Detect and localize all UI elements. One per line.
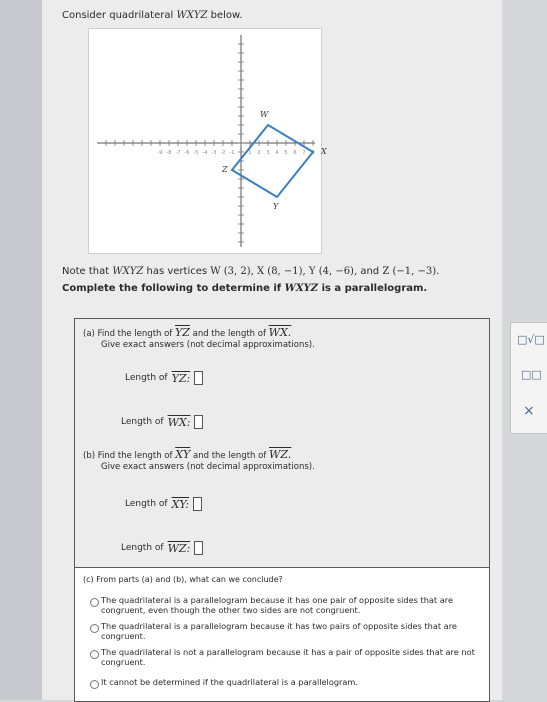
coordinate-graph <box>88 28 327 254</box>
x-tick-label: 6 <box>293 150 297 156</box>
x-tick-label: -7 <box>175 150 181 156</box>
option-3[interactable]: The quadrilateral is not a parallelogram because it has a pair of opposite sides that are not congruent. <box>101 648 481 667</box>
x-tick-label: 1 <box>248 150 252 156</box>
clear-tool-button[interactable]: × <box>523 403 535 419</box>
wx-length-input[interactable] <box>194 415 203 429</box>
x-tick-label: -5 <box>193 150 199 156</box>
part-b-panel <box>74 443 490 568</box>
option-2-radio[interactable] <box>90 624 99 633</box>
part-a-question: (a) Find the length of $\overline{YZ}$ and the length of WX. Give exact answers (not decimal approximations). <box>83 326 315 350</box>
x-tick-label: 2 <box>257 150 261 156</box>
sqrt-tool-button[interactable]: □√□ <box>517 333 545 346</box>
problem-page <box>42 0 502 700</box>
part-b-question: (b) Find the length of $\overline{XY}$ and the length of WZ. Give exact answers (not decimal approximations). <box>83 448 315 472</box>
vertex-label-w: W <box>260 110 269 119</box>
option-4-radio[interactable] <box>90 680 99 689</box>
intro-text: Consider quadrilateral WXYZ below. <box>62 10 243 21</box>
option-3-radio[interactable] <box>90 650 99 659</box>
yz-length-row: Length of YZ: <box>125 371 203 385</box>
x-tick-label: 5 <box>284 150 288 156</box>
x-tick-label: 4 <box>275 150 279 156</box>
x-tick-label: 8 <box>311 150 315 156</box>
vertex-label-x: X <box>321 147 327 156</box>
x-tick-label: -8 <box>166 150 172 156</box>
yz-length-input[interactable] <box>194 371 203 385</box>
x-tick-label: -1 <box>229 150 235 156</box>
wz-length-row: Length of WZ: <box>121 541 203 555</box>
part-c-panel <box>74 567 490 702</box>
x-tick-label: -2 <box>220 150 226 156</box>
x-tick-label: -4 <box>202 150 208 156</box>
option-1-radio[interactable] <box>90 598 99 607</box>
vertex-label-y: Y <box>273 202 279 211</box>
option-2[interactable]: The quadrilateral is a parallelogram because it has two pairs of opposite sides that are congruent. <box>101 622 481 641</box>
option-1[interactable]: The quadrilateral is a parallelogram because it has one pair of opposite sides that are congruent, even though the other two sides are not congruent. <box>101 596 481 615</box>
x-tick-label: -3 <box>211 150 217 156</box>
x-tick-label: -9 <box>157 150 163 156</box>
part-c-question: (c) From parts (a) and (b), what can we conclude? <box>83 575 283 584</box>
left-margin <box>0 0 42 700</box>
option-4[interactable]: It cannot be determined if the quadrilateral is a parallelogram. <box>101 678 481 688</box>
vertices-note: Note that WXYZ has vertices W (3, 2), X (8, −1), Y (4, −6), and Z (−1, −3). Complete the following to determine if WXYZ is a parallelogram. <box>62 266 440 294</box>
vertex-label-z: Z <box>222 165 228 174</box>
wz-length-input[interactable] <box>194 541 203 555</box>
x-tick-label: 3 <box>266 150 270 156</box>
graph-svg <box>89 29 327 253</box>
answer-tools-palette <box>510 322 547 434</box>
x-tick-label: -6 <box>184 150 190 156</box>
part-a-panel <box>74 318 490 445</box>
superscript-tool-button[interactable]: □□ <box>521 368 542 381</box>
quadrilateral-wxyz <box>229 125 313 197</box>
wx-length-row: Length of WX: <box>121 415 203 429</box>
x-tick-label: 7 <box>302 150 306 156</box>
xy-length-row: Length of XY: <box>125 497 202 511</box>
xy-length-input[interactable] <box>193 497 202 511</box>
